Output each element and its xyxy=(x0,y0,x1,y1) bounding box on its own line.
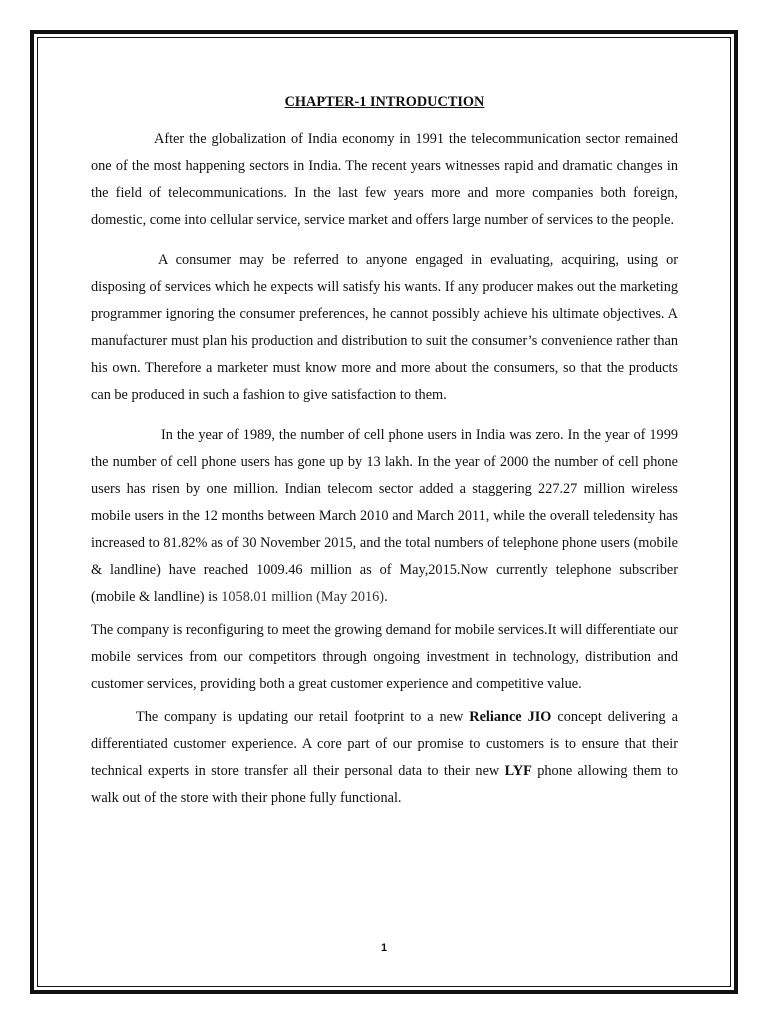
retail-text-1: The company is updating our retail footprint to a new xyxy=(136,709,470,725)
retail-text-2: concept delivering a differentiated customer experience. A core part of our promise to customers is to ensure that their technical experts in store transfer all their personal data to their new xyxy=(91,709,678,779)
retail-text-3: phone allowing them to walk out of the store with their phone fully functional. xyxy=(91,763,678,806)
subscriber-figure: 1058.01 million (May 2016) xyxy=(221,589,385,605)
reliance-jio-term: Reliance JIO xyxy=(469,709,552,725)
page-number: 1 xyxy=(380,942,388,954)
paragraph-reconfiguring: The company is reconfiguring to meet the growing demand for mobile services.It will differentiate our mobile services from our competitors through ongoing investment in technology, distribution and customer services, providing both a great customer experience and competitive value. xyxy=(91,622,678,692)
lyf-term: LYF xyxy=(504,763,532,779)
document-body xyxy=(91,92,678,812)
chapter-title: CHAPTER-1 INTRODUCTION xyxy=(284,94,485,110)
paragraph-retail-footprint xyxy=(91,704,678,812)
paragraph-cell-phone-users-text: In the year of 1989, the number of cell phone users in India was zero. In the year of 1999 the number of cell phone users has gone up by 13 lakh. In the year of 2000 the number of cell phone users has risen by one million. Indian telecom sector added a staggering 227.27 million wireless mobile users in the 12 months between March 2010 and March 2011, while the overall teledensity has increased to 81.82% as of 30 November 2015, and the total numbers of telephone phone users (mobile & landline) have reached 1009.46 million as of May,2015.Now currently telephone subscriber (mobile & landline) is xyxy=(91,427,678,605)
paragraph-cell-phone-users-end: . xyxy=(384,589,388,605)
paragraph-globalization: After the globalization of India economy in 1991 the telecommunication sector remained one of the most happening sectors in India. The recent years witnesses rapid and dramatic changes in the field of telecommunications. In the last few years more and more companies both foreign, domestic, come into cellular service, service market and offers large number of services to the people. xyxy=(91,131,678,228)
paragraph-cell-phone-users xyxy=(91,422,678,611)
paragraph-consumer: A consumer may be referred to anyone engaged in evaluating, acquiring, using or disposing of services which he expects will satisfy his wants. If any producer makes out the marketing programmer ignoring the consumer preferences, he cannot possibly achieve his ultimate objectives. A manufacturer must plan his production and distribution to suit the consumer’s convenience rather than his own. Therefore a marketer must know more and more about the consumers, so that the products can be produced in such a fashion to give satisfaction to them. xyxy=(91,252,678,403)
